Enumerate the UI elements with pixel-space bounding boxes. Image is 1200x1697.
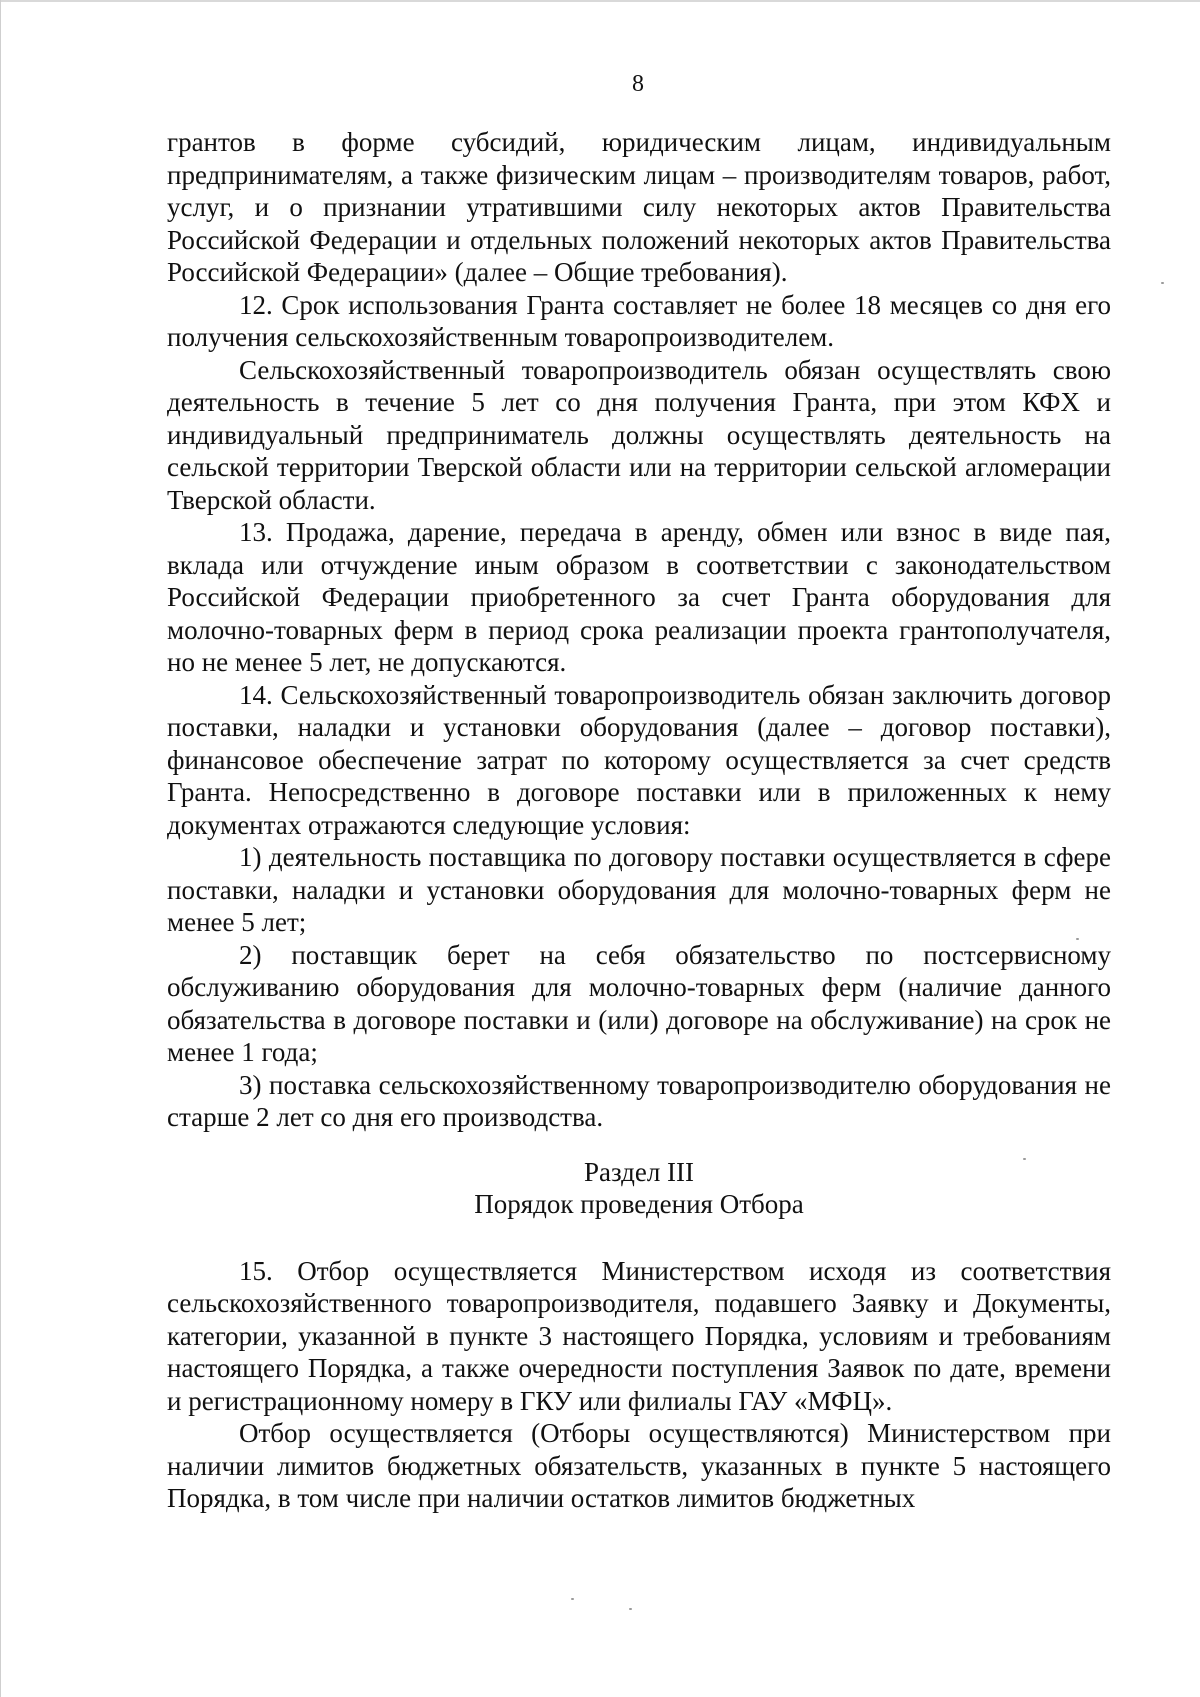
paragraph-item-15-limits: Отбор осуществляется (Отборы осуществляются) Министерством при наличии лимитов бюджетных обязательств, указанных в пункте 5 настоящего Порядка, в том числе при наличии остатков лимитов бюджетных bbox=[167, 1418, 1111, 1513]
paragraph-item-12: 12. Срок использования Гранта составляет не более 18 месяцев со дня его получения сельскохозяйственным товаропроизводителем. bbox=[167, 289, 1111, 352]
section-heading bbox=[167, 1156, 1111, 1221]
scan-speck bbox=[1161, 282, 1164, 284]
scan-speck bbox=[1076, 938, 1079, 940]
document-body bbox=[167, 126, 1111, 1515]
page-top-edge bbox=[1, 0, 1200, 2]
paragraph-item-14-condition-1: 1) деятельность поставщика по договору поставки осуществляется в сфере поставки, наладки и установки оборудования для молочно-товарных ферм не менее 5 лет; bbox=[167, 842, 1111, 937]
scan-speck bbox=[571, 1598, 574, 1600]
scan-speck bbox=[629, 1608, 632, 1610]
paragraph-continuation: грантов в форме субсидий, юридическим лицам, индивидуальным предпринимателям, а также физическим лицам – производителям товаров, работ, услуг, и о признании утратившими силу некоторых актов Правительства Российской Федерации и отдельных положений некоторых актов Правительства Российской Федерации» (далее – Общие требования). bbox=[167, 127, 1111, 287]
paragraph-item-14-condition-3: 3) поставка сельскохозяйственному товаропроизводителю оборудования не старше 2 лет со дня его производства. bbox=[167, 1069, 1111, 1132]
page-number: 8 bbox=[632, 71, 644, 97]
paragraph-item-12-obligation: Сельскохозяйственный товаропроизводитель обязан осуществлять свою деятельность в течение 5 лет со дня получения Гранта, при этом КФХ и индивидуальный предприниматель должны осуществлять деятельность на сельской территории Тверской области или на территории сельской агломерации Тверской области. bbox=[167, 354, 1111, 515]
paragraph-item-14-condition-2: 2) поставщик берет на себя обязательство по постсервисному обслуживанию оборудования для молочно-товарных ферм (наличие данного обязательства в договоре поставки и (или) договоре на обслуживание) на срок не менее 1 года; bbox=[167, 939, 1111, 1067]
paragraph-item-15: 15. Отбор осуществляется Министерством исходя из соответствия сельскохозяйственного товаропроизводителя, подавшего Заявку и Документы, категории, указанной в пункте 3 настоящего Порядка, условиям и требованиям настоящего Порядка, а также очередности поступления Заявок по дате, времени и регистрационному номеру в ГКУ или филиалы ГАУ «МФЦ». bbox=[167, 1255, 1111, 1416]
section-number: Раздел III bbox=[583, 1156, 695, 1187]
scan-speck bbox=[1023, 1158, 1026, 1160]
paragraph-item-14: 14. Сельскохозяйственный товаропроизводитель обязан заключить договор поставки, наладки и установки оборудования (далее – договор поставки), финансовое обеспечение затрат по которому осуществляется за счет средств Гранта. Непосредственно в договоре поставки или в приложенных к нему документах отражаются следующие условия: bbox=[167, 679, 1111, 840]
section-title: Порядок проведения Отбора bbox=[474, 1189, 804, 1219]
paragraph-item-13: 13. Продажа, дарение, передача в аренду, обмен или взнос в виде пая, вклада или отчуждение иным образом в соответствии с законодательством Российской Федерации приобретенного за счет Гранта оборудования для молочно-товарных ферм в период срока реализации проекта грантополучателя, но не менее 5 лет, не допускаются. bbox=[167, 517, 1111, 677]
